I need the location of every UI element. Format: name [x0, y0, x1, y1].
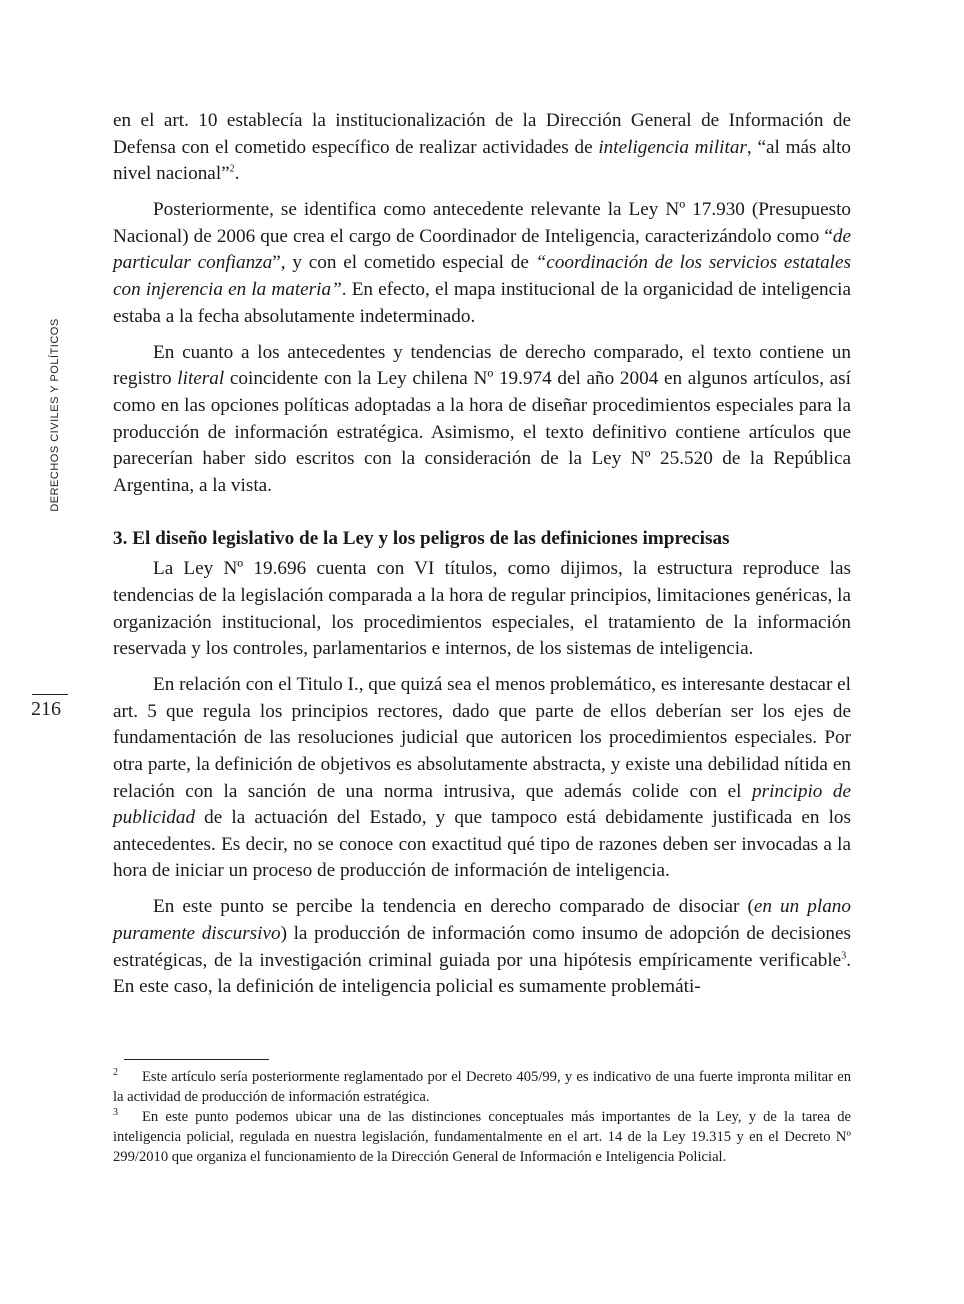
- footnote-3: 3 En este punto podemos ubicar una de las distinciones conceptuales más importantes de la Ley, y de la tarea de inteligencia policial, regulada en nuestra legislación, fundamentalmente en el art. 14 de la Ley 19.315 y en el Decreto Nº 299/2010 que organiza el funcionamiento de la Dirección General de Información e Inteligencia Policial.: [113, 1107, 851, 1165]
- footnote-separator: [124, 1059, 269, 1060]
- emphasis-text: “coordinación de los servicios estatales con injerencia en la materia”: [113, 252, 851, 301]
- paragraph-2: [113, 197, 851, 330]
- paragraph-text: La Ley Nº 19.696 cuenta con VI títulos, como dijimos, la estructura reproduce las tendencias de la legislación comparada a la hora de regular principios, limitaciones genéricas, la organización institucional, los procedimientos especiales, el tratamiento de la información reservada y los controles, parlamentarios e internos, de los sistemas de inteligencia.: [113, 558, 851, 660]
- paragraph-1: [113, 108, 851, 188]
- paragraph-text: .: [234, 163, 240, 185]
- footnote-text: Este artículo sería posteriormente reglamentado por el Decreto 405/99, y es indicativo de una fuerte impronta militar en la actividad de producción de información estratégica.: [113, 1069, 851, 1105]
- emphasis-text: literal: [177, 368, 225, 390]
- running-header-section-title: DERECHOS CIVILES Y POLÍTICOS: [49, 318, 61, 512]
- paragraph-3: [113, 340, 851, 500]
- section-paragraph-2: [113, 672, 851, 885]
- paragraph-text: ”, y con el cometido especial de: [272, 252, 536, 274]
- footnotes: [113, 1067, 851, 1167]
- section-paragraph-1: [113, 556, 851, 662]
- paragraph-text: . En este caso, la definición de inteligencia policial es sumamente problemáti-: [113, 949, 851, 998]
- footnote-text: En este punto podemos ubicar una de las distinciones conceptuales más importantes de la Ley, y de la tarea de inteligencia policial, regulada en nuestra legislación, fundamentalmente en el art. 14 de la Ley 19.315 y en el Decreto Nº 299/2010 que organiza el funcionamiento de la Dirección General de Información e Inteligencia Policial.: [113, 1109, 851, 1165]
- paragraph-text: coincidente con la Ley chilena Nº 19.974 del año 2004 en algunos artículos, así como en las opciones políticas adoptadas a la hora de diseñar procedimientos especiales para la producción de información estratégica. Asimismo, el texto definitivo contiene artículos que parecerían haber sido escritos con la consideración de la Ley Nº 25.520 de la República Argentina, a la vista.: [113, 368, 851, 496]
- paragraph-text: En relación con el Titulo I., que quizá sea el menos problemático, es interesante destacar el art. 5 que regula los principios rectores, dado que parte de ellos deberían ser los ejes de fundamentación de las resoluciones judicial que autoricen los procedimientos especiales. Por otra parte, la definición de objetivos es absolutamente abstracta, y existe una debilidad nítida en relación con la sanción de una norma intrusiva, que además colide con el: [113, 674, 851, 802]
- footnote-2: 2 Este artículo sería posteriormente reglamentado por el Decreto 405/99, y es indicativo de una fuerte impronta militar en la actividad de producción de información estratégica.: [113, 1067, 851, 1105]
- emphasis-text: inteligencia militar: [598, 136, 747, 158]
- paragraph-text: . En efecto, el mapa institucional de la organicidad de inteligencia estaba a la fecha absolutamente indeterminado.: [113, 279, 851, 327]
- section-heading: 3. El diseño legislativo de la Ley y los peligros de las definiciones imprecisas: [113, 528, 730, 550]
- emphasis-text: principio de publicidad: [113, 780, 851, 829]
- paragraph-text: En este punto se percibe la tendencia en derecho comparado de disociar (: [153, 896, 754, 918]
- paragraph-text: ) la producción de información como insumo de adopción de decisiones estratégicas, de la investigación criminal guiada por una hipótesis empíricamente verificable: [113, 923, 851, 971]
- paragraph-text: en el art. 10 establecía la institucionalización de la Dirección General de Información de Defensa con el cometido específico de realizar actividades de: [113, 110, 851, 158]
- page-number-rule: [32, 694, 68, 695]
- footnote-ref[interactable]: 3: [841, 950, 847, 962]
- emphasis-text: de particular confianza: [113, 225, 851, 274]
- paragraph-text: de la actuación del Estado, y que tampoco está debidamente justificada en los antecedentes. Es decir, no se conoce con exactitud qué tipo de razones deben ser invocadas a la hora de iniciar un proceso de producción de información de inteligencia.: [113, 807, 851, 882]
- paragraph-text: , “al más alto nivel nacional”: [113, 136, 852, 185]
- section-paragraph-3: [113, 894, 851, 1000]
- paragraph-text: En cuanto a los antecedentes y tendencias de derecho comparado, el texto contiene un registro: [113, 341, 851, 390]
- footnote-ref[interactable]: 2: [229, 163, 235, 175]
- paragraph-text: Posteriormente, se identifica como antecedente relevante la Ley Nº 17.930 (Presupuesto Nacional) de 2006 que crea el cargo de Coordinador de Inteligencia, caracterizándolo como “: [113, 199, 851, 247]
- body-text: [113, 108, 851, 1010]
- page-number: 216: [31, 698, 61, 720]
- emphasis-text: en un plano puramente discursivo: [113, 896, 851, 945]
